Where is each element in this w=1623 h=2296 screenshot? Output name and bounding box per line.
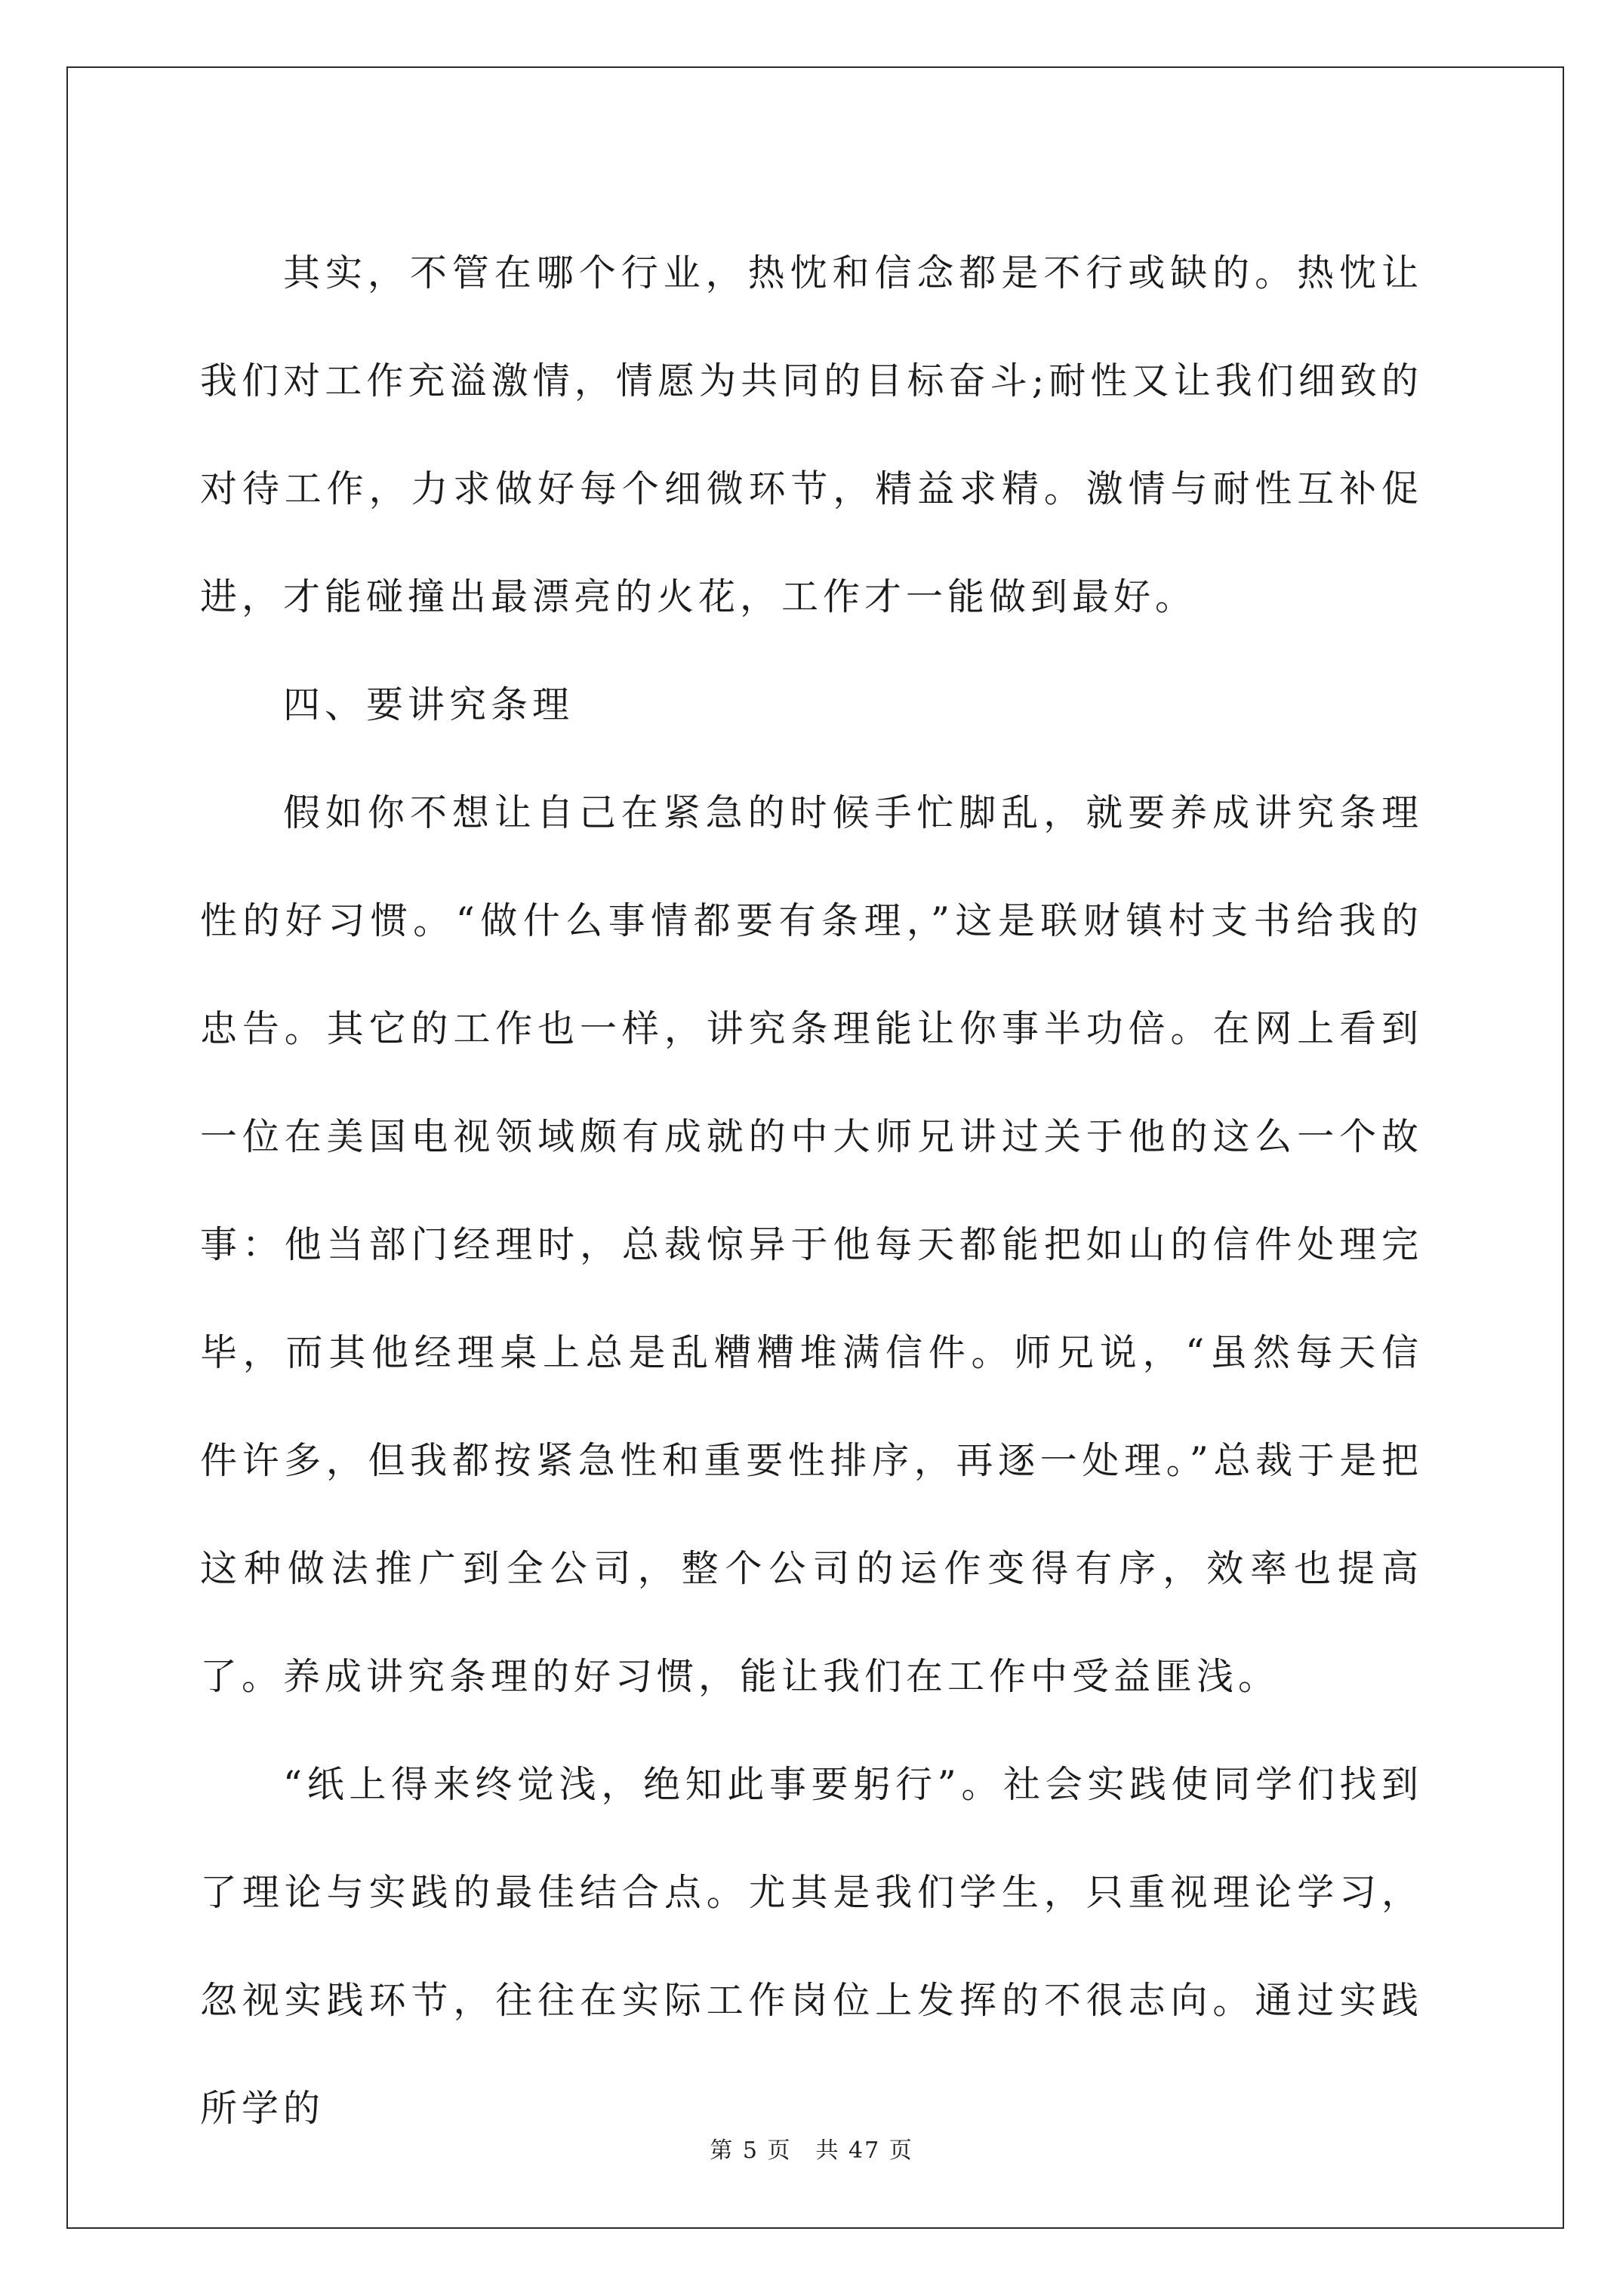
page-number-footer: 第 5 页 共 47 页 [710,2137,913,2164]
document-body [200,219,1423,2162]
section-heading-orderliness: 四、要讲究条理 [283,683,574,726]
paragraph-enthusiasm: 其实，不管在哪个行业，热忱和信念都是不行或缺的。热忱让我们对工作充溢激情，情愿为共同的目标奋斗;耐性又让我们细致的对待工作，力求做好每个细微环节，精益求精。激情与耐性互补促进，才能碰撞出最漂亮的火花，工作才一能做到最好。 [200,251,1423,618]
paragraph-orderliness: 假如你不想让自己在紧急的时候手忙脚乱，就要养成讲究条理性的好习惯。“做什么事情都要有条理，”这是联财镇村支书给我的忠告。其它的工作也一样，讲究条理能让你事半功倍。在网上看到一位在美国电视领域颇有成就的中大师兄讲过关于他的这么一个故事：他当部门经理时，总裁惊异于他每天都能把如山的信件处理完毕，而其他经理桌上总是乱糟糟堆满信件。师兄说，“虽然每天信件许多，但我都按紧急性和重要性排序，再逐一处理。”总裁于是把这种做法推广到全公司，整个公司的运作变得有序，效率也提高了。养成讲究条理的好习惯，能让我们在工作中受益匪浅。 [200,791,1423,1698]
paragraph-practice: “纸上得来终觉浅，绝知此事要躬行”。社会实践使同学们找到了理论与实践的最佳结合点。尤其是我们学生，只重视理论学习，忽视实践环节，往往在实际工作岗位上发挥的不很志向。通过实践所学的 [200,1763,1423,2130]
